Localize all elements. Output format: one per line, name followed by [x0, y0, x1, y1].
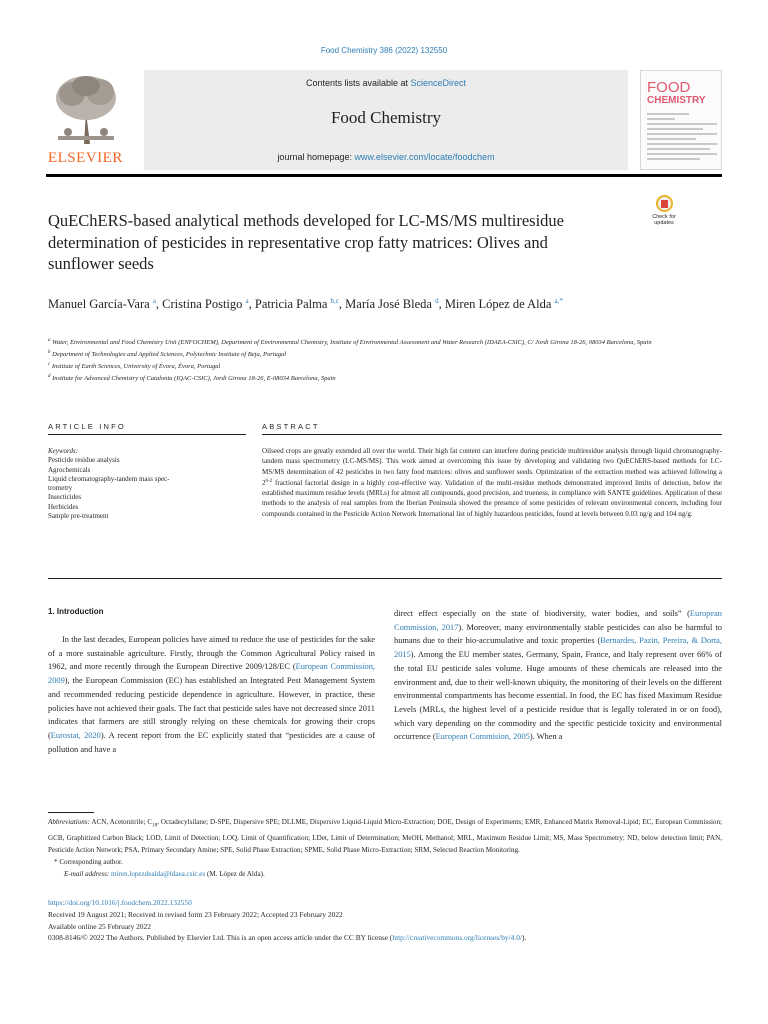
footnote-divider	[48, 812, 94, 813]
author[interactable]: María José Bleda $^d$	[345, 297, 439, 311]
homepage-line: journal homepage: www.elsevier.com/locate/foodchem	[277, 152, 495, 162]
corresponding-author-note: * Corresponding author.	[54, 858, 123, 867]
license-line: 0308-8146/© 2022 The Authors. Published by Elsevier Ltd. This is an open access article under the CC BY license (http://creativecommons.org/licenses/by/4.0/).	[48, 933, 527, 943]
contents-line: Contents lists available at ScienceDirect	[305, 78, 467, 88]
abbreviations-footnote: Abbreviations: ACN, Acetonitrile; $C_{18}$, Octadecylsilane; D-SPE, Dispersive SPE; DLLME, Dispersive Liquid-Liquid Micro-Extraction; DOE, Design of Experiments; EMR, Enhanced Matrix Removal-Lipid; EC, European Commission; GCB, Graphitized Carbon Black; LOD, Limit of Detection; LOQ, Limit of Quantification; LDet, Limit of Determination; MeOH, Methanol; MRL, Maximum Residue Limit; MS, Mass Spectrometry; ND, below detection limit; PAN, Pesticide Action Network; PSA, Primary Secondary Amine; SPE, Solid Phase Extraction; SPME, Solid Phase Micro-Extraction; SRM, Selected Reaction Monitoring.	[48, 818, 722, 855]
citation-link[interactable]: European Commision, 2005	[435, 732, 530, 742]
journal-cover-thumbnail[interactable]	[640, 70, 722, 170]
article-title: QuEChERS-based analytical methods developed for LC-MS/MS multiresidue determination of pesticides in representative crop fatty matrices: Olives and sunflower seeds	[48, 211, 565, 273]
available-online: Available online 25 February 2022	[48, 921, 151, 931]
keyword-item: Liquid chromatography-tandem mass spec-	[48, 474, 170, 483]
keyword-item: Agrochemicals	[48, 465, 91, 474]
author-list: Manuel García-Vara $^a$, Cristina Postigo $^a$, Patricia Palma $^{b,c}$, María José Bleda $^d$, Miren López de Alda $^{a,*}$	[48, 297, 563, 311]
divider	[262, 434, 722, 435]
body-column-left	[48, 633, 375, 756]
header-divider	[46, 174, 722, 177]
header-banner	[144, 70, 628, 170]
crossmark-label: Check for updates	[652, 214, 676, 226]
journal-name: Food Chemistry	[330, 108, 442, 127]
license-link[interactable]: http://creativecommons.org/licenses/by/4.0/	[392, 933, 522, 943]
affiliation-item: $^c$ Institute of Earth Sciences, University of Évora, Évora, Portugal	[48, 362, 221, 370]
cover-text-lines	[647, 113, 717, 163]
paragraph	[48, 633, 375, 756]
check-for-updates-button[interactable]	[646, 195, 682, 231]
journal-header	[46, 70, 722, 174]
divider	[48, 434, 246, 435]
publication-info	[48, 897, 722, 944]
elsevier-tree-icon	[50, 72, 122, 146]
elsevier-wordmark: ELSEVIER	[48, 150, 123, 166]
email-link[interactable]: miren.lopezdealda@idaea.csic.es	[111, 870, 206, 879]
body-text: ). When a	[529, 732, 563, 742]
cover-title-line1: FOOD	[647, 79, 691, 96]
affiliation-item: $^a$ Water, Environmental and Food Chemistry Unit (ENFOCHEM), Department of Environmental Chemistry, Institute of Environmental Assessment and Water Research (IDAEA-CSIC), C/ Jordi Girona 18-26, 08034 Barcelona, Spain	[48, 338, 652, 346]
abstract-text: Oilseed crops are greatly extended all over the world. Their high fat content can interfere during pesticide multiresidue analysis through liquid chromatography-tandem mass spectrometry (LC-MS/MS). This work aimed at overcoming this issue by developing and validating two QuEChERS-based methods for LC-MS/MS determination of 42 pesticides in two fatty food matrices: olives and sunflower seeds. Optimization of the extraction method was achieved following a 2$^{6-2}$ fractional factorial design in a highly cost-effective way. Validation of the multi-residue methods demonstrated improved limits of detection, below the established maximum residue levels (MRLs) for almost all compounds, good precision, and trueness, in compliance with SANTE guidelines. Application of these methods to the analysis of real samples from the Iberian Peninsula showed the presence of some pesticides of relevant environmental concern, including four compounds contained in the Pesticide Action Network International list of highly hazardous pesticides, found at levels between 0.03 ng/g and 104 ng/g.	[262, 447, 722, 518]
affiliations	[48, 336, 728, 384]
doi-link[interactable]: https://doi.org/10.1016/j.foodchem.2022.132550	[48, 898, 192, 907]
keywords-label: Keywords:	[48, 447, 79, 455]
body-text: direct effect especially on the state of biodiversity, water bodies, and soils” (	[394, 609, 690, 618]
author[interactable]: Patricia Palma $^{b,c}$	[254, 297, 339, 311]
article-info-heading: ARTICLE INFO	[48, 422, 126, 431]
citation-link[interactable]: Bernardes, Pazin, Pereira, & Dorta, 2015	[394, 636, 722, 660]
elsevier-logo[interactable]	[46, 72, 128, 168]
keyword-item: trometry	[48, 484, 73, 493]
keywords-block	[48, 447, 248, 521]
crossmark-icon	[656, 195, 673, 212]
email-footnote: E-mail address: miren.lopezdealda@idaea.csic.es (M. López de Alda).	[64, 870, 265, 879]
body-text: ). Among the EU member states, Germany, Spain, France, and Italy represent over 66% of the total EU pesticide sales volume. Huge amounts of these chemicals are released into the environment and, due to their well-known ubiquity, the monitoring of their levels on the different environmental compartments has become essential. In food, the EC has fixed Maximum Residue Levels (MRLs, the highest level of a pesticide residue that is legally tolerated in or on food), which vary depending on the commodity and the specific pesticide toxicity and environmental occurrence (	[394, 650, 722, 742]
abstract-heading: ABSTRACT	[262, 422, 320, 431]
homepage-link[interactable]: www.elsevier.com/locate/foodchem	[354, 152, 495, 162]
keyword-item: Sample pre-treatment	[48, 512, 109, 521]
author[interactable]: Cristina Postigo $^a$	[162, 297, 249, 311]
body-column-right	[394, 607, 722, 744]
keyword-item: Pesticide residue analysis	[48, 456, 120, 465]
citation-link[interactable]: European Commission, 2009	[48, 662, 375, 686]
author[interactable]: Miren López de Alda $^{a,*}$	[444, 297, 563, 311]
keyword-item: Insecticides	[48, 493, 82, 502]
citation-link[interactable]: Eurostat, 2020	[50, 730, 101, 740]
received-dates: Received 19 August 2021; Received in revised form 23 February 2022; Accepted 23 February 2022	[48, 909, 343, 919]
keyword-item: Herbicides	[48, 502, 79, 511]
affiliation-item: $^b$ Department of Technologies and Applied Sciences, Polytechnic Institute of Beja, Portugal	[48, 350, 287, 358]
affiliation-item: $^d$ Institute for Advanced Chemistry of Catalonia (IQAC-CSIC), Jordi Girona 18-26, E-08034 Barcelona, Spain	[48, 374, 336, 382]
body-text: In the last decades, European policies have aimed to reduce the use of pesticides for the sake of a more sustainable agriculture. Firstly, through the Common Agricultural Policy raised in 1962, and more recently through the European Directive 2009/128/EC (	[48, 635, 375, 672]
sciencedirect-link[interactable]: ScienceDirect	[410, 78, 467, 88]
footnotes	[48, 816, 722, 880]
journal-reference[interactable]: Food Chemistry 386 (2022) 132550	[320, 46, 448, 55]
body-text: ). Moreover, many environmentally stable pesticides can also be harmful to humans due to their bio-accumulative and toxic properties (	[394, 622, 722, 646]
body-text: ), the European Commission (EC) has established an Integrated Pest Management System and recommended reducing pesticide dependence in agriculture. However, in practice, these policies have not achieved their goals. The fact that pesticide sales have not decreased since 2011 indicates that farmers are still strongly relying on these chemicals for growing their crops (	[48, 676, 375, 740]
citation-link[interactable]: European Commission, 2017	[394, 609, 722, 632]
cover-title-line2: CHEMISTRY	[647, 95, 706, 106]
divider	[48, 578, 722, 579]
paragraph	[394, 607, 722, 744]
body-text: ). A recent report from the EC explicitly stated that “pesticides are a cause of pollution and have a	[48, 730, 375, 754]
section-heading: 1. Introduction	[48, 607, 104, 616]
author[interactable]: Manuel García-Vara $^a$	[48, 297, 156, 311]
